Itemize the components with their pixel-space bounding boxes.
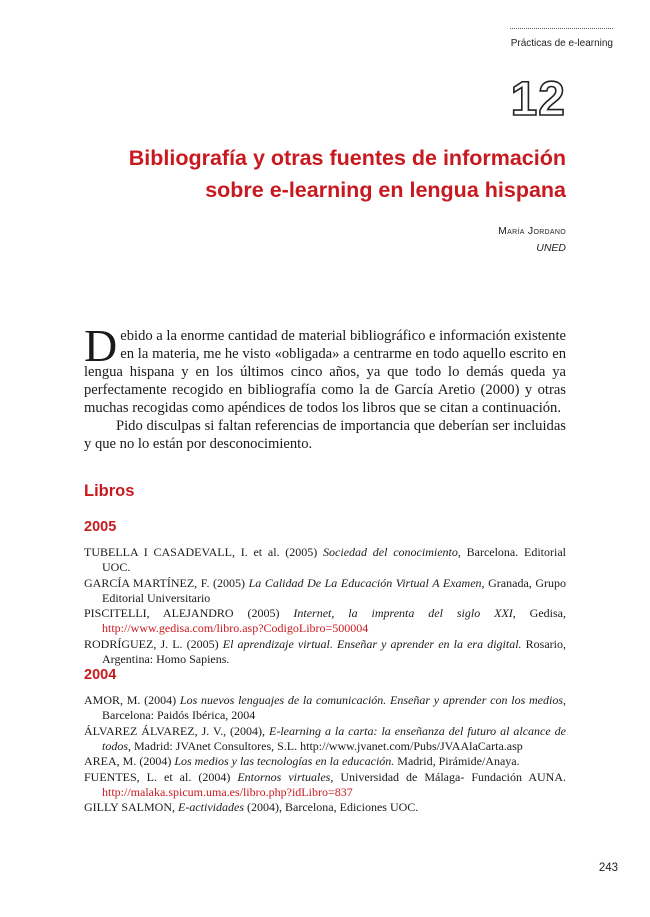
author-block <box>498 223 566 257</box>
reference-title: E-actividades <box>178 800 244 814</box>
reference-list-2005 <box>84 545 566 667</box>
reference-title: La Calidad De La Educación Virtual A Examen, <box>248 575 485 590</box>
section-heading-libros: Libros <box>84 482 135 500</box>
chapter-title-line-2: sobre e-learning en lengua hispana <box>205 178 566 202</box>
reference-item: ÁLVAREZ ÁLVAREZ, J. V., (2004), E-learning a la carta: la enseñanza del futuro al alcance de todos, Madrid: JVAnet Consultores, S.L. http://www.jvanet.com/Pubs/JVAAlaCarta.asp <box>84 723 566 753</box>
reference-title: Los medios y las tecnologías en la educación. <box>174 754 395 768</box>
reference-title: El aprendizaje virtual. Enseñar y aprender en la era digital. <box>222 636 522 651</box>
chapter-number: 12 <box>510 73 566 126</box>
author-institution: UNED <box>536 242 566 254</box>
reference-title: Internet, la imprenta del siglo XXI <box>293 606 513 620</box>
reference-link[interactable]: http://www.gedisa.com/libro.asp?CodigoLibro=500004 <box>102 621 369 635</box>
reference-title: Los nuevos lenguajes de la comunicación. Enseñar y aprender con los medios <box>179 693 563 707</box>
running-head <box>510 28 613 49</box>
reference-link[interactable]: http://malaka.spicum.uma.es/libro.php?idLibro=837 <box>102 784 353 799</box>
intro-paragraph-1 <box>84 320 566 417</box>
reference-item: TUBELLA I CASADEVALL, I. et al. (2005) Sociedad del conocimiento, Barcelona. Editorial UOC. <box>84 545 566 574</box>
chapter-title <box>66 142 566 206</box>
reference-title: Entornos virtuales <box>237 769 331 784</box>
reference-item: AMOR, M. (2004) Los nuevos lenguajes de la comunicación. Enseñar y aprender con los medios, Barcelona: Paidós Ibérica, 2004 <box>84 693 566 722</box>
intro-paragraph-1-text: ebido a la enorme cantidad de material bibliográfico e información existente en la materia, me he visto «obligada» a centrarme en todo aquello escrito en lengua hispana y en los últimos cinco años, ya que todo lo demás queda ya perfectamente recogido en bibliografía como la de García Aretio (2000) y otras muchas recogidas como apéndices de todos los libros que se citan a continuación. <box>84 328 566 416</box>
reference-item: FUENTES, L. et al. (2004) Entornos virtuales, Universidad de Málaga- Fundación AUNA. http://malaka.spicum.uma.es/libro.php?idLibro=837 <box>84 769 567 799</box>
running-head-text: Prácticas de e-learning <box>510 38 613 49</box>
page-number: 243 <box>598 862 618 874</box>
intro-paragraph-2: Pido disculpas si faltan referencias de importancia que deberían ser incluidas y que no lo están por desconocimiento. <box>84 418 566 452</box>
reference-title: E-learning a la carta: la enseñanza del futuro al alcance de todos <box>102 723 566 753</box>
reference-title: Sociedad del conocimiento <box>323 545 458 559</box>
reference-item: RODRÍGUEZ, J. L. (2005) El aprendizaje virtual. Enseñar y aprender en la era digital. Rosario, Argentina: Homo Sapiens. <box>84 636 566 666</box>
drop-cap: D <box>84 320 118 371</box>
reference-item: PISCITELLI, ALEJANDRO (2005) Internet, la imprenta del siglo XXI, Gedisa, http://www.gedisa.com/libro.asp?CodigoLibro=500004 <box>84 606 566 635</box>
reference-list-2004 <box>84 693 566 816</box>
year-heading-2004: 2004 <box>84 667 117 683</box>
reference-item: GILLY SALMON, E-actividades (2004), Barcelona, Ediciones UOC. <box>84 800 419 814</box>
year-heading-2005: 2005 <box>84 519 117 535</box>
reference-item: AREA, M. (2004) Los medios y las tecnologías en la educación. Madrid, Pirámide/Anaya. <box>84 754 520 768</box>
author-name: María Jordano <box>498 225 566 237</box>
intro-text <box>84 320 566 453</box>
reference-item: GARCÍA MARTÍNEZ, F. (2005) La Calidad De La Educación Virtual A Examen, Granada, Grupo Editorial Universitario <box>84 575 566 605</box>
chapter-title-line-1: Bibliografía y otras fuentes de información <box>128 146 566 170</box>
